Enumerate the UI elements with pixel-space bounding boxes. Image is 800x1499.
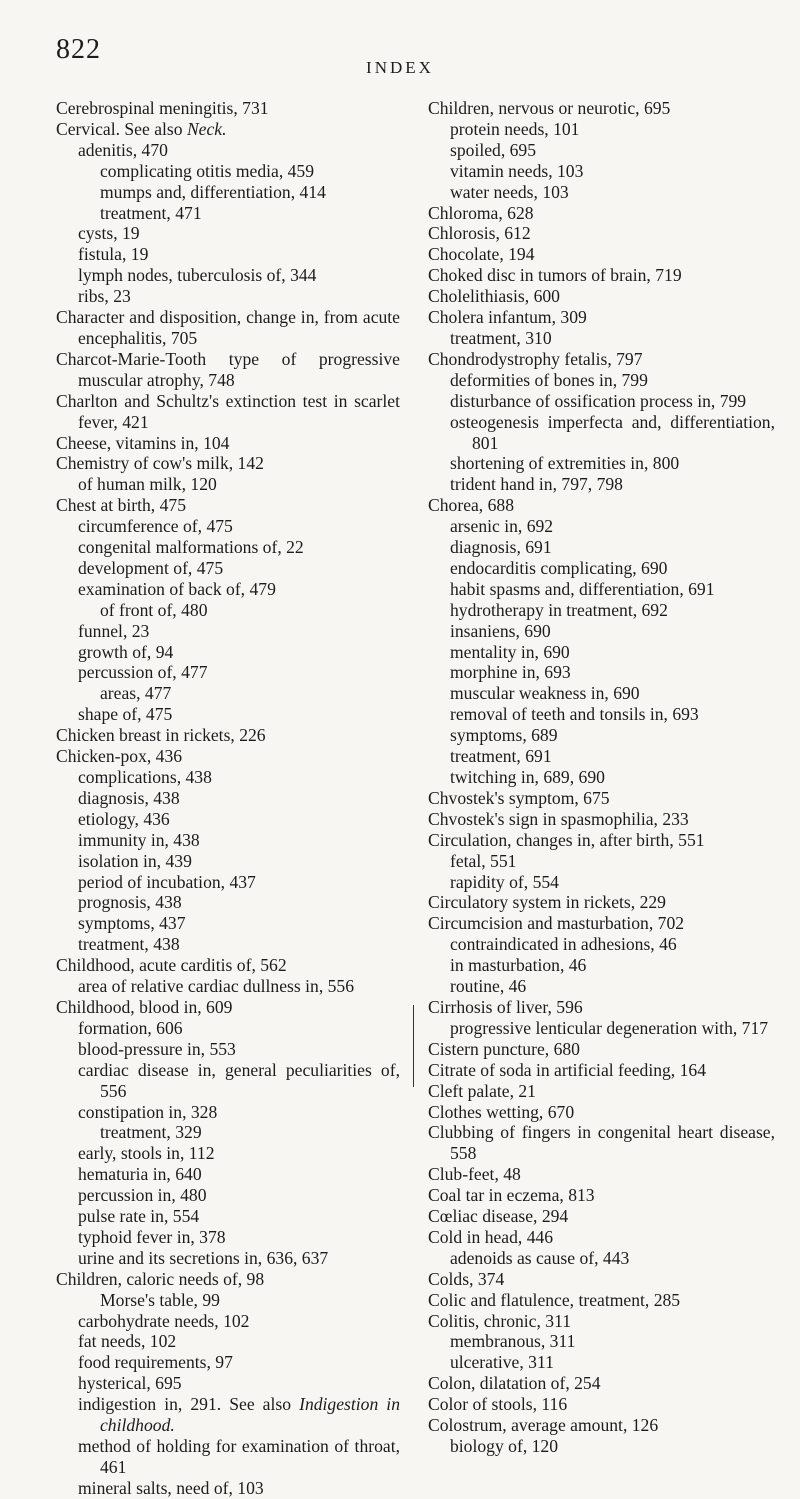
entry-text: mentality in, 690 — [450, 641, 570, 662]
entry-text: prognosis, 438 — [78, 892, 182, 913]
entry-text: Circulatory system in rickets, 229 — [428, 892, 666, 913]
entry-text: cysts, 19 — [78, 223, 140, 244]
entry-text: spoiled, 695 — [450, 139, 537, 160]
entry-text: Colic and flatulence, treatment, 285 — [428, 1289, 681, 1310]
page-number: 822 — [56, 34, 101, 65]
index-entry — [428, 1185, 775, 1206]
entry-text: diagnosis, 691 — [450, 537, 552, 558]
index-column-left — [56, 98, 400, 1499]
entry-text: percussion of, 477 — [78, 662, 208, 683]
index-subentry — [78, 767, 400, 788]
entry-text: deformities of bones in, 799 — [450, 369, 648, 390]
entry-text: Chvostek's symptom, 675 — [428, 787, 610, 808]
column-divider — [413, 1005, 414, 1087]
index-subentry — [450, 140, 775, 161]
index-subentry — [78, 1331, 400, 1352]
index-entry — [428, 495, 775, 516]
index-subentry — [78, 286, 400, 307]
index-subentry — [100, 1122, 400, 1143]
index-entry — [428, 1102, 775, 1123]
index-subentry — [78, 934, 400, 955]
index-subentry — [100, 683, 400, 704]
index-entry — [428, 809, 775, 830]
index-subentry — [78, 809, 400, 830]
index-subentry — [78, 558, 400, 579]
index-subentry — [78, 1060, 400, 1102]
index-subentry — [450, 1248, 775, 1269]
index-entry — [428, 349, 775, 370]
entry-text: Circumcision and masturbation, 702 — [428, 913, 685, 934]
index-subentry — [78, 1352, 400, 1373]
entry-cross-reference: Indigestion in childhood. — [100, 1394, 400, 1436]
index-subentry — [78, 1478, 400, 1499]
entry-text: complicating otitis media, 459 — [100, 160, 315, 181]
entry-text: symptoms, 437 — [78, 913, 186, 934]
entry-text: Chicken breast in rickets, 226 — [56, 725, 266, 746]
index-subentry — [78, 1018, 400, 1039]
index-subentry — [100, 182, 400, 203]
index-entry — [428, 1081, 775, 1102]
index-subentry — [78, 704, 400, 725]
index-subentry — [100, 600, 400, 621]
index-subentry — [450, 474, 775, 495]
entry-text: Club-feet, 48 — [428, 1164, 521, 1185]
index-entry — [56, 119, 400, 140]
entry-text: shortening of extremities in, 800 — [450, 453, 680, 474]
index-subentry — [450, 662, 775, 683]
entry-text: urine and its secretions in, 636, 637 — [78, 1247, 329, 1268]
index-subentry — [78, 579, 400, 600]
index-entry — [56, 997, 400, 1018]
entry-text: pulse rate in, 554 — [78, 1206, 200, 1227]
index-entry — [428, 1394, 775, 1415]
entry-text: Childhood, blood in, 609 — [56, 996, 233, 1017]
entry-text: progressive lenticular degeneration with, 717 — [450, 1017, 769, 1038]
index-entry — [428, 307, 775, 328]
entry-text: Colostrum, average amount, 126 — [428, 1415, 659, 1436]
entry-text: Choked disc in tumors of brain, 719 — [428, 265, 682, 286]
entry-text: fetal, 551 — [450, 850, 517, 871]
index-subentry — [450, 579, 775, 600]
index-subentry — [78, 223, 400, 244]
entry-text: constipation in, 328 — [78, 1101, 218, 1122]
index-entry — [56, 98, 400, 119]
index-entry — [56, 495, 400, 516]
index-subentry — [450, 851, 775, 872]
entry-text: Cold in head, 446 — [428, 1226, 554, 1247]
entry-text: Character and disposition, change in, from acute encephalitis, 705 — [56, 307, 400, 348]
index-subentry — [450, 453, 775, 474]
entry-text: membranous, 311 — [450, 1331, 576, 1352]
index-subentry — [450, 1352, 775, 1373]
index-entry — [428, 1415, 775, 1436]
index-subentry — [450, 537, 775, 558]
entry-text: Cirrhosis of liver, 596 — [428, 996, 583, 1017]
entry-text: Colon, dilatation of, 254 — [428, 1373, 601, 1394]
entry-text: Color of stools, 116 — [428, 1394, 568, 1415]
entry-text: treatment, 310 — [450, 327, 552, 348]
entry-text: Children, caloric needs of, 98 — [56, 1268, 265, 1289]
entry-text: ulcerative, 311 — [450, 1352, 554, 1373]
index-subentry — [78, 537, 400, 558]
index-subentry — [78, 1206, 400, 1227]
index-entry — [56, 955, 400, 976]
index-entry — [428, 830, 775, 851]
entry-text: Cistern puncture, 680 — [428, 1038, 580, 1059]
index-entry — [56, 433, 400, 454]
index-subentry — [78, 1164, 400, 1185]
entry-text: Chlorosis, 612 — [428, 223, 531, 244]
entry-text: lymph nodes, tuberculosis of, 344 — [78, 265, 317, 286]
index-subentry — [78, 1373, 400, 1394]
entry-text: biology of, 120 — [450, 1436, 559, 1456]
index-entry — [428, 1290, 775, 1311]
entry-text: Chorea, 688 — [428, 495, 514, 516]
entry-text: habit spasms and, differentiation, 691 — [450, 578, 715, 599]
entry-text: examination of back of, 479 — [78, 578, 276, 599]
index-subentry — [450, 516, 775, 537]
index-subentry — [450, 1018, 775, 1039]
index-subentry — [450, 1436, 775, 1457]
index-subentry — [450, 119, 775, 140]
entry-text: mineral salts, need of, 103 — [78, 1477, 264, 1498]
index-subentry — [78, 1436, 400, 1478]
entry-text: Cerebrospinal meningitis, 731 — [56, 98, 269, 118]
index-subentry — [450, 161, 775, 182]
entry-text: early, stools in, 112 — [78, 1143, 215, 1164]
index-subentry — [78, 892, 400, 913]
entry-text: symptoms, 689 — [450, 725, 558, 746]
index-subentry — [450, 683, 775, 704]
index-entry — [428, 244, 775, 265]
index-subentry — [450, 391, 775, 412]
entry-text: treatment, 471 — [100, 202, 202, 223]
entry-text: etiology, 436 — [78, 808, 170, 829]
entry-text: Chest at birth, 475 — [56, 495, 186, 516]
index-entry — [428, 1060, 775, 1081]
entry-text: cardiac disease in, general peculiarities of, 556 — [78, 1059, 400, 1101]
index-subentry — [450, 976, 775, 997]
index-subentry — [450, 704, 775, 725]
entry-text: mumps and, differentiation, 414 — [100, 181, 326, 202]
index-entry — [56, 725, 400, 746]
entry-text: typhoid fever in, 378 — [78, 1226, 226, 1247]
entry-text: Chloroma, 628 — [428, 202, 534, 223]
entry-text: shape of, 475 — [78, 704, 173, 725]
entry-text: hysterical, 695 — [78, 1373, 182, 1394]
entry-text: disturbance of ossification process in, 799 — [450, 390, 747, 411]
index-entry — [428, 1039, 775, 1060]
entry-text: method of holding for examination of throat, 461 — [78, 1436, 400, 1477]
index-subentry — [450, 725, 775, 746]
index-subentry — [78, 1143, 400, 1164]
entry-text: of human milk, 120 — [78, 474, 217, 495]
index-entry — [428, 1122, 775, 1164]
entry-text: rapidity of, 554 — [450, 871, 559, 892]
entry-text: Chicken-pox, 436 — [56, 746, 183, 767]
index-entry — [56, 746, 400, 767]
index-entry — [428, 98, 775, 119]
entry-text: morphine in, 693 — [450, 662, 571, 683]
index-subentry — [450, 934, 775, 955]
index-subentry — [450, 621, 775, 642]
entry-text: period of incubation, 437 — [78, 871, 256, 892]
index-entry — [428, 997, 775, 1018]
index-subentry — [78, 516, 400, 537]
index-subentry — [450, 412, 775, 454]
index-subentry — [450, 955, 775, 976]
index-subentry — [78, 1248, 400, 1269]
entry-text: in masturbation, 46 — [450, 955, 587, 976]
index-subentry — [78, 788, 400, 809]
index-subentry — [450, 746, 775, 767]
entry-text: Cholera infantum, 309 — [428, 307, 587, 328]
entry-text: Charlton and Schultz's extinction test in scarlet fever, 421 — [56, 390, 400, 432]
entry-text: insaniens, 690 — [450, 620, 551, 641]
entry-text: treatment, 329 — [100, 1122, 202, 1143]
index-entry — [428, 788, 775, 809]
index-entry — [428, 1206, 775, 1227]
index-subentry — [78, 474, 400, 495]
index-subentry — [78, 1185, 400, 1206]
index-subentry — [450, 182, 775, 203]
index-subentry — [78, 1039, 400, 1060]
index-entry — [428, 286, 775, 307]
index-subentry — [450, 370, 775, 391]
entry-text: of front of, 480 — [100, 599, 208, 620]
entry-text: hematuria in, 640 — [78, 1164, 202, 1185]
entry-text: areas, 477 — [100, 683, 172, 704]
entry-text: adenoids as cause of, 443 — [450, 1247, 630, 1268]
index-entry — [428, 1373, 775, 1394]
index-subentry — [78, 1311, 400, 1332]
index-subentry — [78, 1227, 400, 1248]
entry-text: Chondrodystrophy fetalis, 797 — [428, 348, 643, 369]
entry-text: Children, nervous or neurotic, 695 — [428, 98, 671, 118]
index-subentry — [78, 140, 400, 161]
entry-text: Chocolate, 194 — [428, 244, 535, 265]
entry-text: ribs, 23 — [78, 286, 131, 307]
index-subentry — [78, 244, 400, 265]
index-subentry — [78, 872, 400, 893]
entry-text: Chvostek's sign in spasmophilia, 233 — [428, 808, 689, 829]
index-entry — [428, 1311, 775, 1332]
entry-text: hydrotherapy in treatment, 692 — [450, 599, 668, 620]
entry-text: immunity in, 438 — [78, 829, 200, 850]
entry-text: Citrate of soda in artificial feeding, 164 — [428, 1059, 706, 1080]
index-subentry — [78, 1102, 400, 1123]
index-subentry — [78, 662, 400, 683]
index-entry — [56, 307, 400, 349]
entry-text: routine, 46 — [450, 976, 527, 997]
entry-text: Clothes wetting, 670 — [428, 1101, 575, 1122]
entry-text: diagnosis, 438 — [78, 787, 180, 808]
entry-text: Cœliac disease, 294 — [428, 1206, 569, 1227]
index-entry — [428, 892, 775, 913]
entry-text: circumference of, 475 — [78, 516, 233, 537]
index-entry — [428, 1269, 775, 1290]
index-entry — [428, 223, 775, 244]
entry-text: endocarditis complicating, 690 — [450, 557, 668, 578]
entry-text: complications, 438 — [78, 767, 212, 787]
entry-text: Cleft palate, 21 — [428, 1080, 536, 1101]
entry-text: twitching in, 689, 690 — [450, 767, 605, 787]
index-subentry — [78, 1394, 400, 1436]
entry-text: treatment, 691 — [450, 746, 552, 767]
entry-text: percussion in, 480 — [78, 1185, 207, 1206]
index-entry — [56, 349, 400, 391]
entry-text: Colitis, chronic, 311 — [428, 1310, 572, 1331]
entry-text: food requirements, 97 — [78, 1352, 233, 1373]
entry-text: Morse's table, 99 — [100, 1289, 220, 1310]
index-subentry — [450, 872, 775, 893]
index-entry — [428, 1227, 775, 1248]
entry-text: fat needs, 102 — [78, 1331, 177, 1352]
entry-text: fistula, 19 — [78, 244, 149, 265]
entry-text: treatment, 438 — [78, 934, 180, 955]
entry-text: area of relative cardiac dullness in, 556 — [78, 976, 355, 997]
index-subentry — [78, 621, 400, 642]
entry-text: muscular weakness in, 690 — [450, 683, 640, 704]
entry-text: congenital malformations of, 22 — [78, 537, 304, 558]
entry-text: Colds, 374 — [428, 1268, 505, 1289]
index-subentry — [100, 203, 400, 224]
entry-text: indigestion in, 291. See also — [78, 1394, 300, 1415]
index-entry — [56, 453, 400, 474]
entry-text: adenitis, 470 — [78, 139, 168, 160]
entry-text: growth of, 94 — [78, 641, 174, 662]
index-entry — [428, 265, 775, 286]
index-entry — [428, 913, 775, 934]
index-subentry — [450, 558, 775, 579]
entry-text: isolation in, 439 — [78, 850, 192, 871]
entry-text: water needs, 103 — [450, 181, 569, 202]
index-subentry — [100, 1290, 400, 1311]
entry-cross-reference: Neck. — [186, 118, 227, 139]
entry-text: Clubbing of fingers in congenital heart disease, 558 — [428, 1122, 775, 1164]
index-subentry — [100, 161, 400, 182]
entry-text: Coal tar in eczema, 813 — [428, 1185, 595, 1206]
index-column-right — [428, 98, 775, 1457]
index-entry — [428, 1164, 775, 1185]
index-subentry — [78, 851, 400, 872]
entry-text: Charcot-Marie-Tooth type of progressive muscular atrophy, 748 — [56, 348, 400, 390]
index-subentry — [78, 830, 400, 851]
entry-text: blood-pressure in, 553 — [78, 1038, 236, 1059]
entry-text: funnel, 23 — [78, 620, 150, 641]
entry-text: carbohydrate needs, 102 — [78, 1310, 250, 1331]
index-subentry — [78, 913, 400, 934]
entry-text: arsenic in, 692 — [450, 516, 554, 537]
entry-text: Circulation, changes in, after birth, 551 — [428, 829, 705, 850]
entry-text: Chemistry of cow's milk, 142 — [56, 453, 264, 474]
entry-text: Cervical. See also — [56, 118, 187, 139]
entry-text: vitamin needs, 103 — [450, 160, 584, 181]
entry-text: formation, 606 — [78, 1017, 183, 1038]
running-head: INDEX — [366, 58, 434, 77]
index-subentry — [450, 600, 775, 621]
entry-text: Childhood, acute carditis of, 562 — [56, 955, 287, 976]
entry-text: removal of teeth and tonsils in, 693 — [450, 704, 699, 725]
index-subentry — [450, 328, 775, 349]
index-subentry — [450, 767, 775, 788]
entry-text: development of, 475 — [78, 557, 224, 578]
entry-text: contraindicated in adhesions, 46 — [450, 934, 677, 955]
index-subentry — [78, 976, 400, 997]
entry-text: protein needs, 101 — [450, 118, 580, 139]
entry-text: Cholelithiasis, 600 — [428, 286, 560, 307]
entry-text: trident hand in, 797, 798 — [450, 474, 623, 495]
entry-text: osteogenesis imperfecta and, differentiation, 801 — [450, 411, 775, 453]
index-subentry — [450, 642, 775, 663]
index-subentry — [450, 1331, 775, 1352]
index-subentry — [78, 642, 400, 663]
index-subentry — [78, 265, 400, 286]
index-entry — [56, 391, 400, 433]
entry-text: Cheese, vitamins in, 104 — [56, 432, 230, 453]
index-entry — [428, 203, 775, 224]
index-entry — [56, 1269, 400, 1290]
